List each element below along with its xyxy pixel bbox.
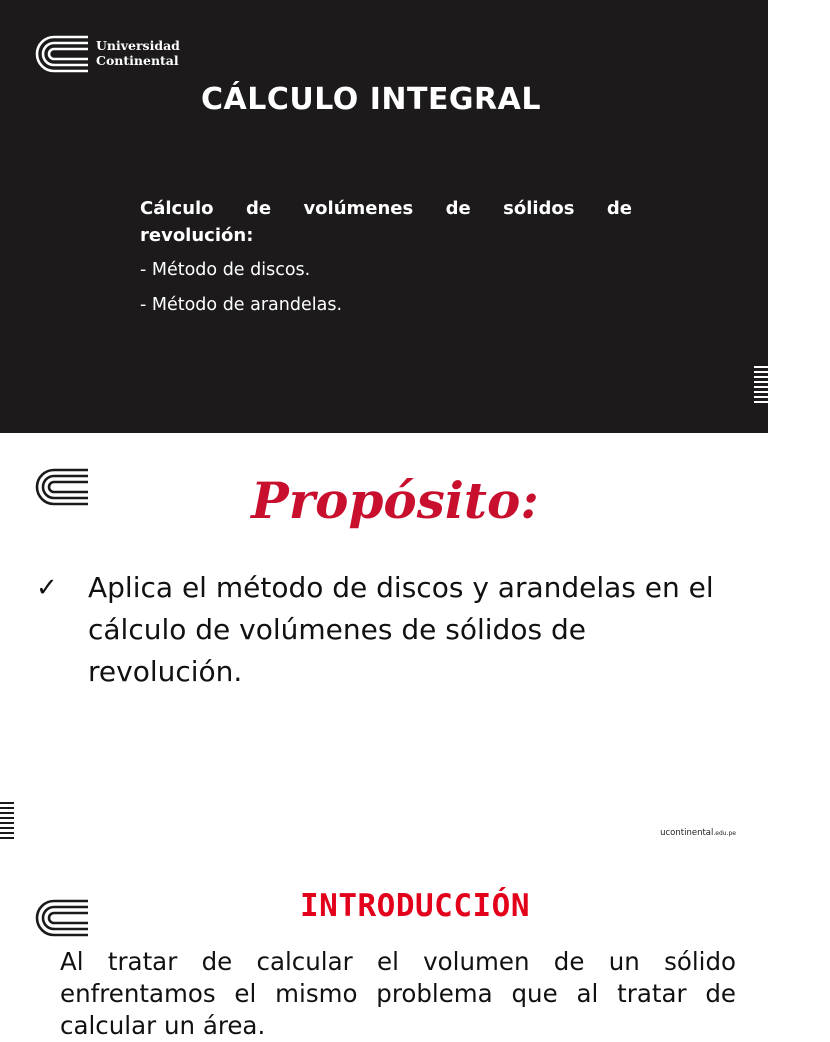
- purpose-bullet: [36, 567, 736, 693]
- checkmark-icon: ✓: [36, 573, 58, 603]
- topic-item-arandelas: - Método de arandelas.: [140, 295, 343, 315]
- introduction-title: INTRODUCCIÓN: [300, 888, 530, 924]
- university-name-line2: Continental: [96, 53, 179, 68]
- footer-domain-suffix: .edu.pe: [713, 830, 736, 837]
- footer-website: [660, 828, 736, 838]
- title-slide: [0, 0, 768, 433]
- intro-line-3: calcular un área.: [60, 1011, 266, 1040]
- university-name-line1: Universidad: [96, 38, 180, 53]
- purpose-title: Propósito:: [251, 471, 539, 530]
- purpose-slide: [0, 433, 768, 860]
- introduction-text: [60, 946, 736, 1042]
- university-name: [96, 38, 180, 68]
- purpose-text: Aplica el método de discos y arandelas en el cálculo de volúmenes de sólidos de revolución.: [88, 571, 714, 688]
- footer-domain: ucontinental: [660, 828, 714, 838]
- stripes-decoration-icon: [0, 802, 14, 842]
- topic-heading-line2: revolución:: [140, 225, 254, 246]
- topic-block: [140, 195, 632, 319]
- topic-item-discos: - Método de discos.: [140, 260, 311, 280]
- course-title: CÁLCULO INTEGRAL: [200, 82, 541, 117]
- universidad-continental-logo-icon: [34, 34, 90, 74]
- intro-line-2: enfrentamos el mismo problema que al tratar de: [60, 979, 736, 1008]
- stripes-decoration-icon: [754, 366, 768, 406]
- intro-line-1: Al tratar de calcular el volumen de un sólido: [60, 947, 736, 976]
- topic-heading-line1: Cálculo de volúmenes de sólidos de: [140, 198, 632, 219]
- introduction-slide: [0, 860, 768, 1040]
